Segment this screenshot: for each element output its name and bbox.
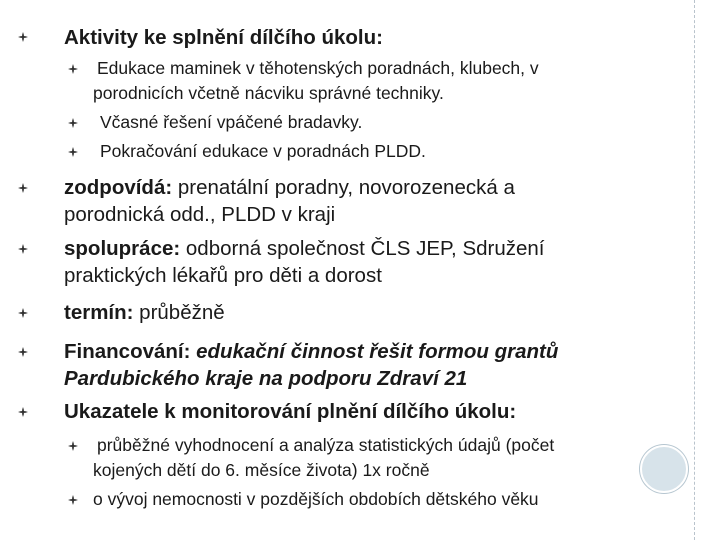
bullet-icon (16, 30, 30, 44)
bullet-icon (16, 345, 30, 359)
responsible-line2: porodnická odd., PLDD v kraji (64, 203, 336, 226)
funding-line1: Financování: edukační činnost řešit formou grantů (64, 340, 559, 363)
cooperation-line2: praktických lékařů pro děti a dorost (64, 264, 382, 287)
activity-early-solution: Včasné řešení vpáčené bradavky. (100, 112, 363, 132)
cooperation-line1: spolupráce: odborná společnost ČLS JEP, Sdružení (64, 237, 545, 260)
activity-education-line2: porodnicích včetně nácviku správné techniky. (93, 83, 444, 103)
bullet-icon (16, 306, 30, 320)
decorative-circle (640, 445, 688, 493)
bullet-icon (66, 116, 80, 130)
indicators-heading: Ukazatele k monitorování plnění dílčího úkolu: (64, 400, 517, 423)
indicator-morbidity: o vývoj nemocnosti v pozdějších obdobích dětského věku (93, 489, 539, 509)
bullet-icon (66, 62, 80, 76)
activity-continuation: Pokračování edukace v poradnách PLDD. (100, 141, 426, 161)
bullet-icon (66, 439, 80, 453)
bullet-icon (16, 242, 30, 256)
indicator-evaluation-line1: průběžné vyhodnocení a analýza statistických údajů (počet (97, 435, 555, 455)
indicator-evaluation-line2: kojených dětí do 6. měsíce života) 1x ročně (93, 460, 430, 480)
bullet-icon (16, 181, 30, 195)
funding-line2: Pardubického kraje na podporu Zdraví 21 (64, 367, 468, 390)
responsible-line1: zodpovídá: prenatální poradny, novorozenecká a (64, 176, 515, 199)
slide-border-line (694, 0, 695, 540)
bullet-icon (66, 493, 80, 507)
bullet-icon (66, 145, 80, 159)
activities-heading: Aktivity ke splnění dílčího úkolu: (64, 26, 383, 49)
term-line: termín: průběžně (64, 301, 225, 324)
bullet-icon (16, 405, 30, 419)
activity-education-line1: Edukace maminek v těhotenských poradnách, klubech, v (97, 58, 539, 78)
